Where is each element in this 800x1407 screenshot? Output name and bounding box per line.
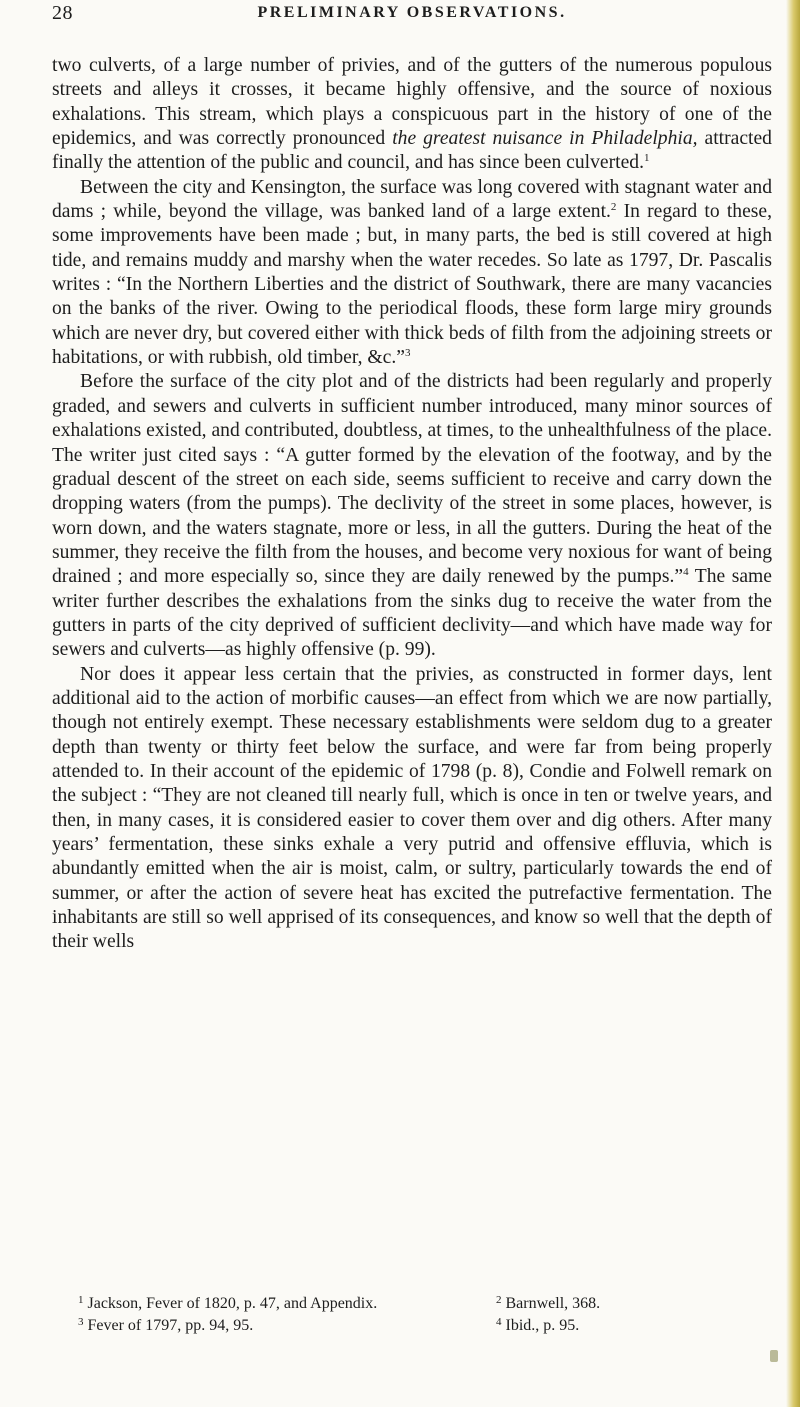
footnote-ref-2: 2: [610, 201, 617, 214]
footnote: [78, 1315, 468, 1337]
footnote-ref-3: 3: [404, 347, 411, 360]
footnote-number: 2: [496, 1294, 502, 1306]
footnote-text: Fever of 1797, pp. 94, 95.: [87, 1317, 254, 1334]
footnote-number: 4: [496, 1316, 502, 1328]
footnote-text: Ibid., p. 95.: [505, 1317, 580, 1334]
footnote: [496, 1315, 746, 1337]
footnote: [78, 1293, 468, 1315]
footnotes-right-column: [496, 1293, 746, 1337]
page-edge: [786, 0, 800, 1407]
page-header: [52, 2, 772, 28]
paragraph-1-text-end: attracted finally the attention of the public and council, and has since been culverted.: [52, 128, 772, 174]
footnote-ref-4: 4: [683, 566, 689, 579]
print-mark: [770, 1350, 778, 1362]
running-head: PRELIMINARY OBSERVATIONS.: [257, 4, 567, 21]
body-text: [52, 54, 772, 955]
page-number: 28: [52, 2, 73, 24]
paragraph-2-text-end: In regard to these, some improvements have been made ; but, in many parts, the bed is still covered at high tide, and remains muddy and marshy when the water recedes. So late as 1797, Dr. Pascalis writes : “In the Northern Liberties and the district of Southwark, there are many vacancies on the banks of the river. Owing to the periodical floods, these form large miry grounds which are never dry, but covered either with thick beds of filth from the adjoining streets or habitations, or with rubbish, old timber, &c.”: [52, 201, 772, 369]
paragraph-3-text: Before the surface of the city plot and of the districts had been regularly and properly graded, and sewers and culverts in sufficient number introduced, many minor sources of exhalations existed, and contributed, doubtless, at times, to the unhealthfulness of the place. The writer just cited says : “A gutter formed by the elevation of the footway, and by the gradual descent of the street on each side, seems sufficient to receive and carry down the dropping waters (from the pumps). The declivity of the street in some places, however, is worn down, and the waters stagnate, more or less, in all the gutters. During the heat of the summer, they receive the filth from the houses, and become very noxious for want of being drained ; and more especially so, since they are daily renewed by the pumps.”: [52, 371, 772, 588]
footnote-text: Barnwell, 368.: [505, 1295, 601, 1312]
paragraph-3-text-end: The same writer further describes the exhalations from the sinks dug to receive the water from the gutters in parts of the city deprived of sufficient declivity—and which have made way for sewers and culverts—as highly offensive (p. 99).: [52, 566, 772, 661]
paragraph-1-text: two culverts, of a large number of privies, and of the gutters of the numerous populous streets and alleys it crosses, it became highly offensive, and the source of noxious exhalations. This stream, which plays a conspicuous part in the history of one of the epidemics, and was correctly pronounced: [52, 55, 772, 150]
footnote-ref-1: 1: [643, 152, 650, 165]
paragraph-4-text: Nor does it appear less certain that the privies, as constructed in former days, lent additional aid to the action of morbific causes—an effect from which we are now partially, though not entirely exempt. These necessary establishments were seldom dug to a greater depth than twenty or thirty feet below the surface, and were far from being properly attended to. In their account of the epidemic of 1798 (p. 8), Condie and Folwell remark on the subject : “They are not cleaned till nearly full, which is once in ten or twelve years, and then, in many cases, it is considered easier to cover them over and dig others. After many years’ fermentation, these sinks exhale a very putrid and offensive effluvia, which is abundantly emitted when the air is moist, calm, or sultry, particularly towards the end of summer, or after the action of severe heat has excited the putrefactive fermentation. The inhabitants are still so well apprised of its consequences, and know so well that the depth of their wells: [52, 663, 772, 953]
footnote: [496, 1293, 746, 1315]
footnotes-left-column: [78, 1293, 468, 1337]
paragraph-2-text: Between the city and Kensington, the surface was long covered with stagnant water and dams ; while, beyond the village, was banked land of a large extent.: [52, 176, 772, 223]
paragraph-3: [52, 370, 772, 662]
paragraph-4: [52, 663, 772, 955]
paragraph-2: [52, 176, 772, 371]
footnote-number: 1: [78, 1294, 84, 1306]
footnote-text: Jackson, Fever of 1820, p. 47, and Appendix.: [87, 1295, 378, 1312]
footnote-number: 3: [78, 1316, 84, 1328]
paragraph-1: [52, 54, 772, 176]
paragraph-1-emphasis: the greatest nuisance in Philadelphia,: [392, 128, 698, 150]
